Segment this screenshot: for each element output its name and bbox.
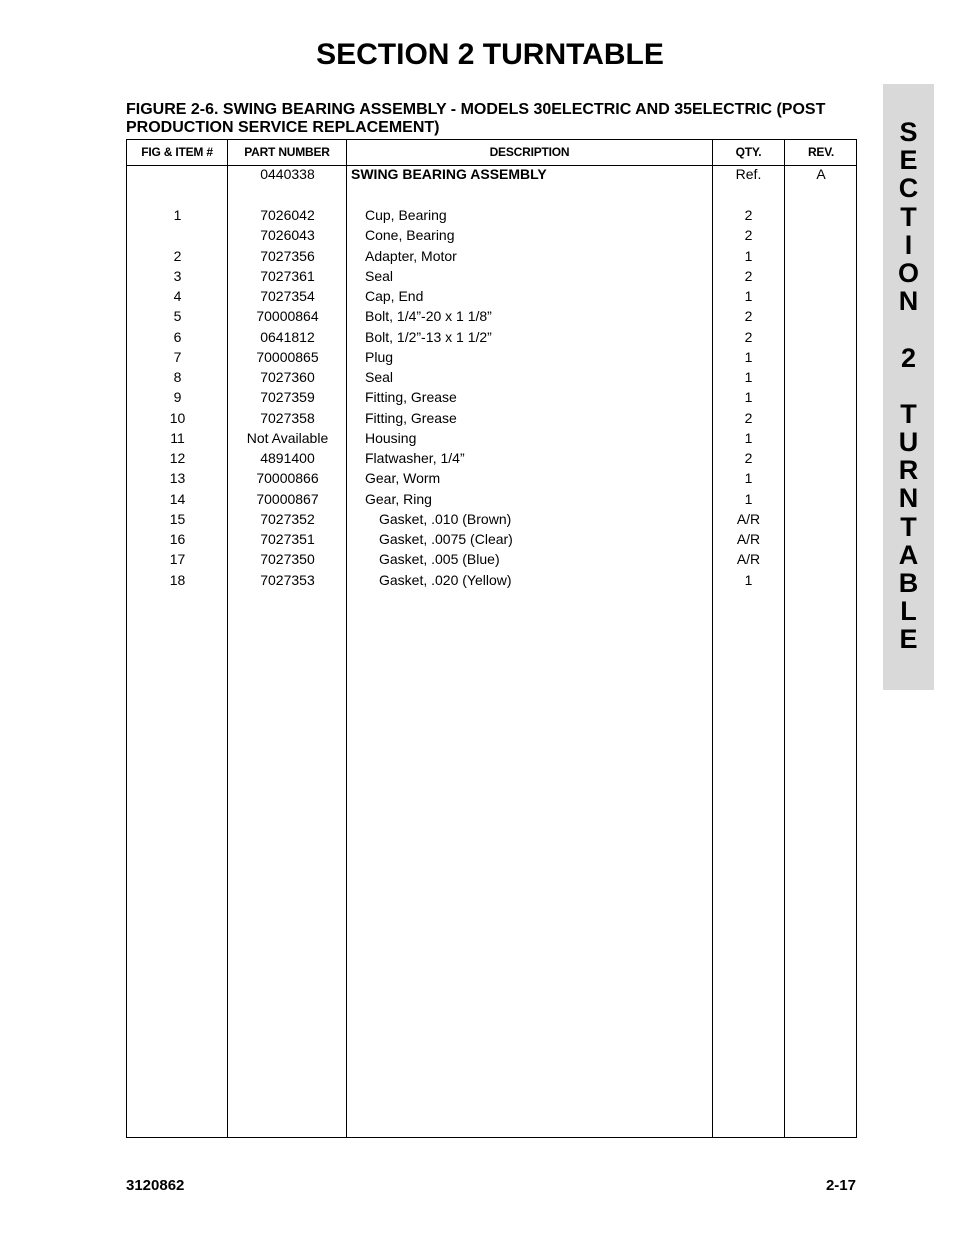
side-tab-gap [883,372,934,400]
table-row [127,225,856,245]
row-rev [785,468,857,488]
table-row [127,428,856,448]
row-rev [785,286,857,306]
page-number: 2-17 [825,1177,856,1194]
row-fig-item: 8 [173,369,182,385]
side-tab-letter: I [904,229,913,260]
table-row [127,408,856,428]
row-fig-item: 10 [169,409,186,426]
side-tab-letter: U [898,427,919,458]
row-fig-item: 15 [169,510,186,527]
side-tab-letter: B [898,568,919,598]
row-part-number: 7027361 [260,267,315,284]
row-part-number: 7027350 [260,551,315,568]
row-part-number: 7027353 [260,571,315,588]
row-description: Seal [365,267,394,284]
table-row [127,549,856,569]
side-tab-letter: L [900,596,917,627]
table-row [127,529,856,549]
row-part-number: 7027352 [260,510,315,527]
row-rev [785,246,857,266]
row-part-number: 0641812 [260,328,315,345]
table-row [127,509,856,529]
row-qty: 2 [744,227,753,244]
header-part-number: PART NUMBER [244,145,330,159]
row-qty: 2 [744,328,753,345]
section-title: SECTION 2 TURNTABLE [316,38,664,71]
row-description: Gasket, .010 (Brown) [379,510,512,527]
figure-title: FIGURE 2-6. SWING BEARING ASSEMBLY - MODELS 30ELECTRIC AND 35ELECTRIC (POST PRODUCTION SERVICE REPLACEMENT) [126,101,826,136]
row-rev [785,448,857,468]
side-tab-letter: R [898,455,919,486]
side-tab-letter: T [900,511,917,542]
row-fig-item: 1 [173,207,182,223]
row-qty: 1 [744,288,753,304]
side-tab-letter: T [900,201,917,232]
parts-table [126,139,857,1138]
row-part-number: 7026042 [260,207,315,223]
row-part-number: 7027360 [260,369,315,385]
row-qty: 1 [744,247,753,264]
row-fig-item: 2 [173,247,182,264]
row-qty: 1 [744,490,753,507]
row-qty: Ref. [735,166,762,182]
row-rev [785,205,857,225]
row-part-number: 70000865 [256,348,319,365]
row-part-number: 4891400 [260,450,315,466]
row-qty: 1 [744,369,753,385]
side-tab-letter: E [899,624,918,655]
header-description: DESCRIPTION [489,145,570,159]
table-row [127,327,856,347]
side-tab-letter: E [899,145,918,176]
section-side-tab [883,84,934,690]
row-rev [785,428,857,448]
row-fig-item: 18 [169,571,186,588]
table-row [127,570,856,590]
row-description: Bolt, 1/2”-13 x 1 1/2” [365,328,492,345]
row-part-number: Not Available [246,429,329,446]
table-row [127,387,856,407]
row-rev [785,570,857,590]
side-tab-letter: N [898,286,919,317]
row-part-number: 7027354 [260,288,315,304]
row-qty: 2 [744,450,753,466]
row-description: Adapter, Motor [365,247,457,264]
row-fig-item: 5 [173,308,182,325]
row-rev [785,509,857,529]
table-row [127,205,856,225]
row-fig-item [127,225,228,245]
row-qty: 1 [744,348,753,365]
row-description: SWING BEARING ASSEMBLY [351,166,547,182]
table-row [127,448,856,468]
row-description: Housing [365,429,417,446]
row-fig-item: 13 [169,470,186,487]
row-rev [785,266,857,286]
row-rev [785,367,857,387]
side-tab-letters [883,118,934,654]
row-fig-item: 12 [169,450,186,466]
row-description: Bolt, 1/4”-20 x 1 1/8” [365,308,492,325]
row-description: Cup, Bearing [365,207,447,223]
table-row [127,367,856,387]
table-row [127,468,856,488]
row-rev [785,347,857,367]
side-tab-letter: 2 [900,342,917,373]
table-row [127,164,856,184]
row-qty: 1 [744,470,753,487]
row-qty: 2 [744,207,753,223]
row-description: Gear, Ring [365,490,432,507]
row-rev [785,306,857,326]
side-tab-gap [883,315,934,343]
row-qty: 1 [744,571,753,588]
row-fig-item: 4 [173,288,182,304]
row-qty: A/R [736,510,761,527]
side-tab-letter: C [898,173,919,204]
row-part-number: 70000864 [256,308,319,325]
table-row [127,489,856,509]
row-part-number: 7027356 [260,247,315,264]
row-qty: A/R [736,531,761,547]
row-qty: 1 [744,429,753,446]
row-qty: 1 [744,389,753,406]
table-row [127,306,856,326]
row-part-number: 7027351 [260,531,315,547]
header-rev: REV. [807,145,835,159]
row-description: Plug [365,348,394,365]
row-fig-item: 14 [169,490,186,507]
row-rev [785,489,857,509]
row-qty: 2 [744,267,753,284]
document-number: 3120862 [126,1177,185,1194]
row-fig-item: 6 [173,328,182,345]
row-rev [785,225,857,245]
table-header [127,140,856,166]
row-rev [785,529,857,549]
table-row [127,266,856,286]
row-description: Fitting, Grease [365,409,457,426]
row-fig-item: 7 [173,348,182,365]
row-qty: 2 [744,308,753,325]
row-description: Gear, Worm [365,470,441,487]
row-description: Cap, End [365,288,424,304]
side-tab-letter: O [897,257,919,288]
row-rev [785,387,857,407]
row-description: Gasket, .0075 (Clear) [379,531,513,547]
row-fig-item: 16 [169,531,186,547]
row-description: Flatwasher, 1/4” [365,450,465,466]
header-fig-item: FIG & ITEM # [141,145,213,159]
row-fig-item: 9 [173,389,182,406]
table-row [127,246,856,266]
row-fig-item: 17 [169,551,186,568]
side-tab-letter: S [899,117,918,147]
row-description: Gasket, .005 (Blue) [379,551,500,568]
table-row [127,347,856,367]
row-rev [785,327,857,347]
side-tab-letter: A [898,539,919,570]
row-rev [785,549,857,569]
header-qty: QTY. [735,145,762,159]
side-tab-letter: N [898,483,919,514]
row-description: Seal [365,369,394,385]
row-description: Cone, Bearing [365,227,455,244]
table-row [127,286,856,306]
row-part-number: 7026043 [260,227,315,244]
row-part-number: 7027359 [260,389,315,406]
row-fig-item [127,164,228,184]
row-part-number: 7027358 [260,409,315,426]
row-rev [785,408,857,428]
row-part-number: 0440338 [260,166,315,182]
row-part-number: 70000866 [256,470,319,487]
row-description: Fitting, Grease [365,389,457,406]
row-fig-item: 11 [170,429,185,446]
row-description: Gasket, .020 (Yellow) [379,571,512,588]
row-qty: A/R [736,551,761,568]
row-rev: A [816,166,826,182]
side-tab-letter: T [900,398,917,429]
row-part-number: 70000867 [256,490,319,507]
row-fig-item: 3 [173,267,182,284]
row-qty: 2 [744,409,753,426]
